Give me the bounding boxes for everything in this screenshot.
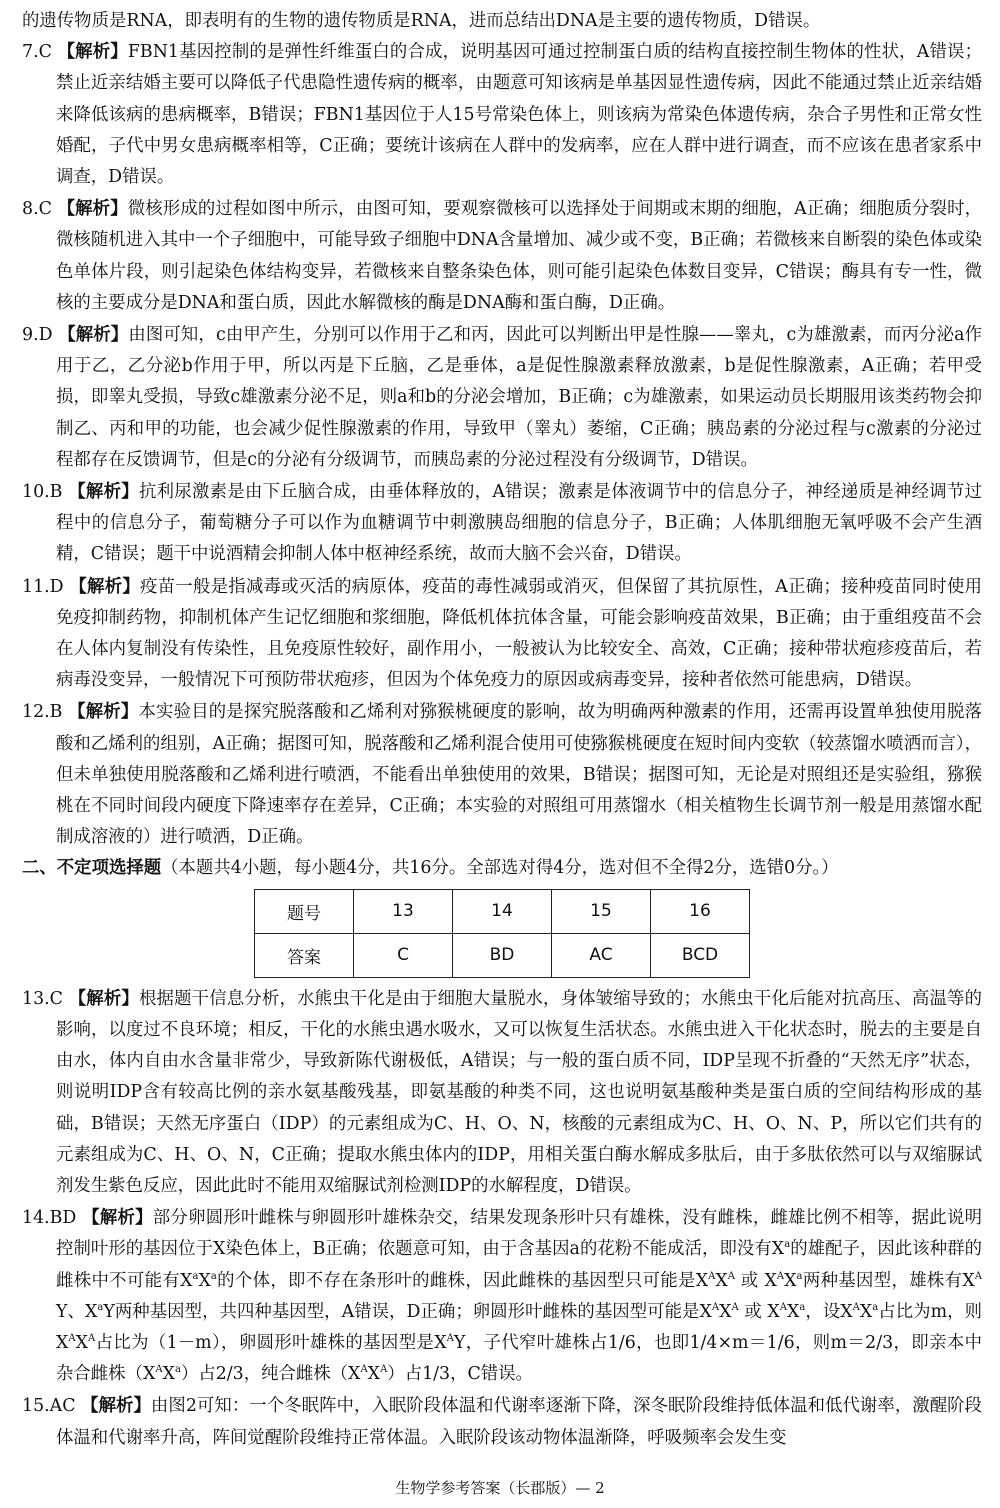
answer-item-9: [22, 320, 982, 476]
item-body: X: [767, 1301, 780, 1322]
superscript: A: [88, 1333, 96, 1345]
item-body: ，设: [805, 1301, 841, 1322]
superscript: A: [360, 1364, 368, 1376]
item-body: 两种基因型，雄株有X: [802, 1270, 975, 1291]
item-body: X: [198, 1270, 211, 1291]
table-row: [255, 889, 750, 933]
item-body: 由图可知，c由甲产生，分别可以作用于乙和丙，因此可以判断出甲是性腺——睾丸，c为雄激素，而丙分泌a作用于乙，乙分泌b作用于甲，所以丙是下丘脑，乙是垂体，a是促性腺激素释放激素，b是促性腺激素，A正确；若甲受损，即睾丸受损，导致c雄激素分泌不足，则a和b的分泌会增加，B正确；c为雄激素，如果运动员长期服用该类药物会抑制乙、丙和甲的功能，也会减少促性腺激素的作用，导致甲（睾丸）萎缩，C正确；胰岛素的分泌过程与c激素的分泌过程都存在反馈调节，但是c的分泌有分级调节，而胰岛素的分泌过程没有分级调节，D错误。: [56, 325, 982, 470]
item-number: 11.D: [22, 576, 64, 597]
item-body: 微核形成的过程如图中所示，由图可知，要观察微核可以选择处于间期或末期的细胞，A正确；细胞质分裂时，微核随机进入其中一个子细胞中，可能导致子细胞中DNA含量增加、减少或不变，B正确；若微核来自断裂的染色体或染色单体片段，则引起染色体结构变异，若微核来自整条染色体，则可能引起染色体数目变异，C错误；酶具有专一性，微核的主要成分是DNA和蛋白质，因此水解微核的酶是DNA酶和蛋白酶，D正确。: [56, 199, 982, 313]
answer-item-15: [22, 1391, 982, 1453]
item-number: 14.BD: [22, 1208, 77, 1229]
superscript: A: [731, 1301, 739, 1313]
answer-item-13: [22, 984, 982, 1202]
item-body: Y两种基因型，共四种基因型，A错误，D正确；卵圆形叶雌株的基因型可能是X: [103, 1301, 712, 1322]
superscript: a: [174, 1364, 181, 1376]
superscript: A: [727, 1270, 736, 1282]
section-title: 二、不定项选择题: [22, 858, 162, 879]
superscript: A: [446, 1333, 454, 1345]
item-body: ）占2/3，纯合雌株（X: [180, 1364, 361, 1385]
analysis-label: 【解析】: [57, 42, 128, 63]
item-body: X: [784, 1270, 797, 1291]
superscript: A: [779, 1301, 787, 1313]
superscript: A: [852, 1301, 860, 1313]
table-cell: C: [354, 933, 453, 977]
item-body: X: [859, 1301, 873, 1322]
table-cell: BD: [453, 933, 552, 977]
item-body: X: [75, 1332, 89, 1353]
item-body: 的个体，即不存在条形叶的雌株，因此雌株的基因型只可能是X: [216, 1270, 709, 1291]
table-cell: BCD: [651, 933, 750, 977]
analysis-label: 【解析】: [68, 702, 139, 723]
item-body: 或: [740, 1270, 759, 1291]
answer-item-11: [22, 572, 982, 697]
analysis-label: 【解析】: [81, 1396, 151, 1417]
item-body: Y，子代窄叶雄株占1/6，也即1/4×m＝1/6，则m＝2/3，即亲本中杂合雌株（X: [56, 1332, 982, 1385]
item-number: 7.C: [22, 42, 52, 63]
item-body: 、: [67, 1301, 85, 1322]
table-cell: 15: [552, 889, 651, 933]
item-body: 根据题干信息分析，水熊虫干化是由于细胞大量脱水，身体皱缩导致的；水熊虫干化后能对抗高压、高温等的影响，以度过不良环境；相反，干化的水熊虫遇水吸水，又可以恢复生活状态。水熊虫进入干化状态时，脱去的主要是自由水，体内自由水含量非常少，导致新陈代谢极低，A错误；与一般的蛋白质不同，IDP呈现不折叠的“天然无序”状态，则说明IDP含有较高比例的亲水氨基酸残基，即氨基酸的种类不同，这也说明氨基酸种类是蛋白质的空间结构形成的基础，B错误；天然无序蛋白（IDP）的元素组成为C、H、O、N，核酸的元素组成为C、H、O、N、P，所以它们共有的元素组成为C、H、O、N，C正确；提取水熊虫体内的IDP，用相关蛋白酶水解成多肽后，由于多肽依然可以与双缩脲试剂发生紫色反应，因此此时不能用双缩脲试剂检测IDP的水解程度，D错误。: [56, 988, 982, 1196]
superscript: A: [708, 1270, 716, 1282]
analysis-label: 【解析】: [57, 199, 128, 220]
item-body: 的雄配子，因此该种群的雌株中不可能有X: [56, 1239, 982, 1291]
superscript: A: [68, 1333, 76, 1345]
paragraph-q6-tail: 的遗传物质是RNA，即表明有的生物的遗传物质是RNA，进而总结出DNA是主要的遗传物质，D错误。: [22, 11, 821, 31]
item-body: X: [367, 1364, 381, 1385]
table-row: [255, 933, 750, 977]
table-cell: 题号: [255, 889, 354, 933]
superscript: A: [711, 1301, 720, 1313]
item-body: 占比为m，则X: [56, 1301, 982, 1353]
item-number: 15.AC: [22, 1396, 76, 1417]
answer-table-wrap: [22, 889, 982, 978]
analysis-label: 【解析】: [68, 482, 139, 503]
answer-item-7: [22, 37, 982, 193]
item-body: 或: [744, 1301, 762, 1322]
answer-item-14: [22, 1203, 982, 1390]
item-number: 8.C: [22, 199, 52, 220]
item-body: X: [840, 1301, 853, 1322]
analysis-label: 【解析】: [68, 988, 139, 1009]
superscript: a: [192, 1270, 199, 1282]
item-number: 10.B: [22, 482, 63, 503]
item-body: 部分卵圆形叶雌株与卵圆形叶雄株杂交，结果发现条形叶只有雄株，没有雌株，雌雄比例不相等，据此说明控制叶形的基因位于X染色体上，B正确；依题意可知，由于含基因a的花粉不能成活，即没有X: [56, 1208, 982, 1260]
item-number: 9.D: [22, 325, 53, 346]
page-footer: 生物学参考答案（长郡版）— 2: [395, 1479, 605, 1497]
item-body: 由图2可知：一个冬眠阵中，入眠阶段体温和代谢率逐渐下降，深冬眠阶段维持低体温和低代谢率，激醒阶段体温和代谢率升高，阵间觉醒阶段维持正常体温。入眠阶段该动物体温渐降，呼吸频率会发生变: [56, 1396, 982, 1448]
answer-table: [254, 889, 750, 978]
item-number: 13.C: [22, 988, 63, 1009]
item-body: FBN1基因控制的是弹性纤维蛋白的合成，说明基因可通过控制蛋白质的结构直接控制生物体的性状，A错误；禁止近亲结婚主要可以降低子代患隐性遗传病的概率，由题意可知该病是单基因显性遗传病，因此不能通过禁止近亲结婚来降低该病的患病概率，B错误；FBN1基因位于人15号常染色体上，则该病为常染色体遗传病，杂合子男性和正常女性婚配，子代中男女患病概率相等，C正确；要统计该病在人群中的发病率，应在人群中进行调查，而不应该在患者家系中调查，D错误。: [56, 42, 982, 188]
table-cell: 13: [354, 889, 453, 933]
item-body: X: [719, 1301, 732, 1322]
analysis-label: 【解析】: [58, 325, 129, 346]
item-body: X: [715, 1270, 728, 1291]
item-body: X: [786, 1301, 800, 1322]
analysis-label: 【解析】: [82, 1208, 153, 1229]
analysis-label: 【解析】: [69, 576, 140, 597]
superscript: a: [796, 1270, 803, 1282]
superscript: a: [799, 1301, 806, 1313]
superscript: a: [872, 1301, 879, 1313]
superscript: a: [210, 1270, 217, 1282]
table-cell: AC: [552, 933, 651, 977]
superscript: a: [97, 1301, 104, 1313]
superscript: A: [974, 1270, 982, 1282]
table-cell: 答案: [255, 933, 354, 977]
superscript: A: [155, 1364, 163, 1376]
item-body: 本实验目的是探究脱落酸和乙烯利对猕猴桃硬度的影响，故为明确两种激素的作用，还需再设置单独使用脱落酸和乙烯利的组别，A正确；据图可知，脱落酸和乙烯利混合使用可使猕猴桃硬度在短时间内变软（较蒸馏水喷洒而言），但未单独使用脱落酸和乙烯利进行喷洒，不能看出单独使用的效果，B错误；据图可知，无论是对照组还是实验组，猕猴桃在不同时间段内硬度下降速率存在差异，C正确；本实验的对照组可用蒸馏水（相关植物生长调节剂一般是用蒸馏水配制成溶液的）进行喷洒，D正确。: [56, 702, 982, 848]
answer-item-10: [22, 477, 982, 571]
item-body: X: [764, 1270, 777, 1291]
item-body: X: [162, 1364, 175, 1385]
superscript: A: [380, 1364, 388, 1376]
section-2-heading: [22, 853, 982, 884]
item-body: 占比为（1－m），卵圆形叶雄株的基因型是X: [95, 1332, 447, 1353]
superscript: a: [784, 1239, 791, 1251]
item-body: Y: [56, 1301, 68, 1322]
item-body: X: [84, 1301, 98, 1322]
answer-item-12: [22, 697, 982, 853]
table-cell: 16: [651, 889, 750, 933]
item-body: 疫苗一般是指减毒或灭活的病原体，疫苗的毒性减弱或消灭，但保留了其抗原性，A正确；接种疫苗同时使用免疫抑制药物，抑制机体产生记忆细胞和浆细胞，降低机体抗体含量，可能会影响疫苗效果，B正确；由于重组疫苗不会在人体内复制没有传染性，且免疫原性较好，副作用小，一般被认为比较安全、高效，C正确；接种带状疱疹疫苗后，若病毒没变异，一般情况下可预防带状疱疹，但因为个体免疫力的原因或病毒变异，接种者依然可能患病，D错误。: [56, 576, 982, 691]
item-number: 12.B: [22, 702, 63, 723]
item-body: 抗利尿激素是由下丘脑合成，由垂体释放的，A错误；激素是体液调节中的信息分子，神经递质是神经调节过程中的信息分子，葡萄糖分子可以作为血糖调节中刺激胰岛细胞的信息分子，B正确；人体肌细胞无氧呼吸不会产生酒精，C错误；题干中说酒精会抑制人体中枢神经系统，故而大脑不会兴奋，D错误。: [56, 482, 982, 565]
table-cell: 14: [453, 889, 552, 933]
answer-item-8: [22, 194, 982, 319]
section-instructions: （本题共4小题，每小题4分，共16分。全部选对得4分，选对但不全得2分，选错0分。）: [161, 858, 839, 879]
item-body: ）占1/3，C错误。: [387, 1364, 533, 1385]
superscript: A: [776, 1270, 785, 1282]
